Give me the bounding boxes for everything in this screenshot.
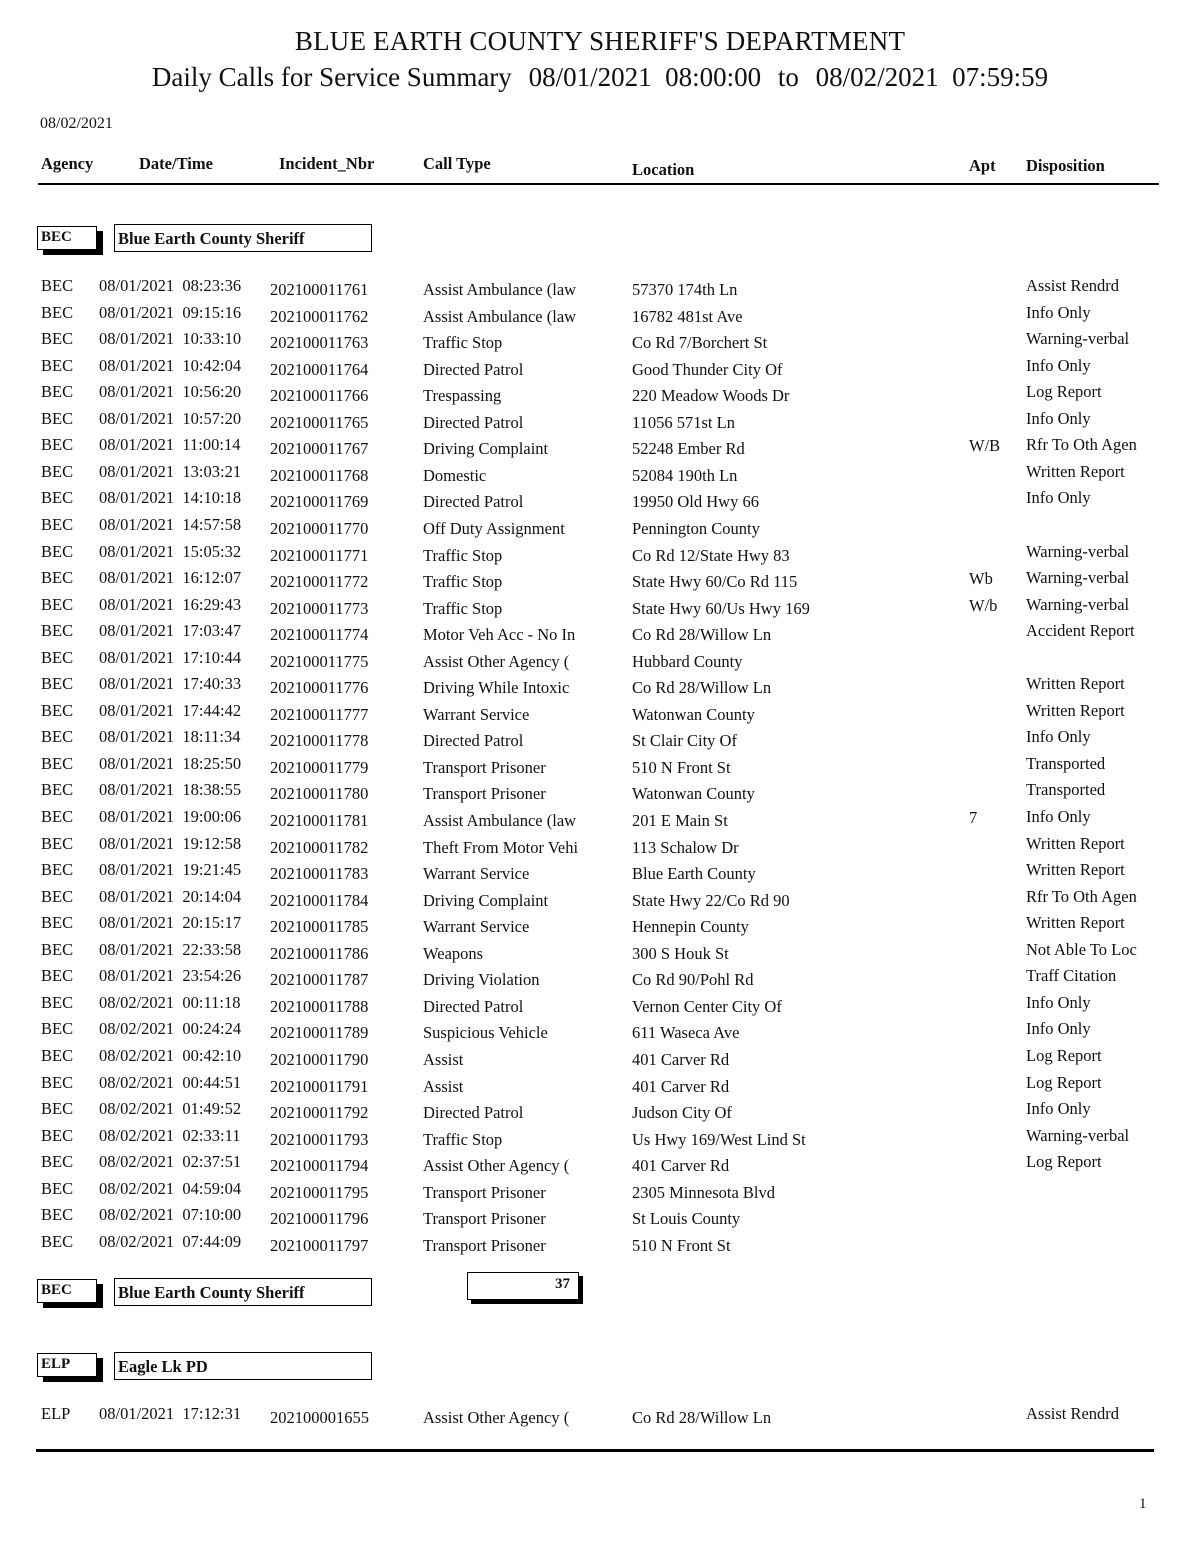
- row-disposition: Log Report: [1026, 382, 1102, 402]
- table-row: [0, 1152, 1200, 1176]
- row-apt: W/B: [969, 436, 1001, 456]
- row-location: Us Hwy 169/West Lind St: [632, 1129, 806, 1149]
- row-location: 611 Waseca Ave: [632, 1023, 740, 1043]
- row-apt: Wb: [969, 569, 993, 589]
- row-apt: W/b: [969, 595, 998, 615]
- row-agency: BEC: [41, 833, 74, 853]
- table-row: [0, 1126, 1200, 1150]
- row-location: 16782 481st Ave: [632, 306, 743, 326]
- row-datetime: 08/01/2021 14:57:58: [99, 514, 242, 534]
- table-row: [0, 1232, 1200, 1256]
- row-location: 113 Schalow Dr: [632, 837, 739, 857]
- row-location: Hennepin County: [632, 917, 749, 937]
- row-incident: 202100011765: [270, 412, 369, 432]
- row-incident: 202100011783: [270, 864, 369, 884]
- row-datetime: 08/01/2021 15:05:32: [99, 541, 242, 561]
- table-row: [0, 940, 1200, 964]
- row-location: St Clair City Of: [632, 731, 737, 751]
- row-location: State Hwy 60/Co Rd 115: [632, 572, 798, 592]
- row-incident: 202100011769: [270, 492, 369, 512]
- row-agency: BEC: [41, 568, 74, 588]
- table-row: [0, 515, 1200, 539]
- row-incident: 202100011788: [270, 996, 369, 1016]
- row-agency: BEC: [41, 1125, 74, 1145]
- row-disposition: Written Report: [1026, 860, 1125, 880]
- row-call-type: Directed Patrol: [423, 731, 524, 751]
- row-incident: 202100011773: [270, 598, 369, 618]
- row-call-type: Assist Ambulance (law: [423, 306, 577, 326]
- row-disposition: Written Report: [1026, 833, 1125, 853]
- row-location: St Louis County: [632, 1209, 741, 1229]
- column-header-disposition: Disposition: [1026, 156, 1105, 175]
- row-disposition: Assist Rendrd: [1026, 276, 1120, 295]
- table-row: [0, 382, 1200, 406]
- row-datetime: 08/01/2021 10:57:20: [99, 408, 242, 428]
- row-incident: 202100011766: [270, 386, 369, 406]
- row-location: Co Rd 28/Willow Ln: [632, 678, 772, 698]
- row-call-type: Driving Complaint: [423, 890, 549, 910]
- row-disposition: Log Report: [1026, 1152, 1102, 1172]
- row-datetime: 08/01/2021 16:29:43: [99, 594, 242, 614]
- row-location: 2305 Minnesota Blvd: [632, 1182, 775, 1202]
- row-location: 401 Carver Rd: [632, 1049, 730, 1069]
- row-datetime: 08/01/2021 08:23:36: [99, 276, 242, 295]
- row-agency: BEC: [41, 992, 74, 1012]
- row-incident: 202100011772: [270, 572, 369, 592]
- row-agency: BEC: [41, 860, 74, 880]
- table-row: [0, 807, 1200, 831]
- row-disposition: Transported: [1026, 780, 1106, 800]
- row-call-type: Directed Patrol: [423, 996, 524, 1016]
- row-disposition: Info Only: [1026, 302, 1091, 322]
- row-location: 52084 190th Ln: [632, 465, 738, 485]
- bottom-rule: [36, 1449, 1154, 1452]
- row-incident: 202100011762: [270, 306, 369, 326]
- range-start: 08/01/2021 08:00:00: [528, 62, 762, 92]
- row-agency: BEC: [41, 886, 74, 906]
- row-incident: 202100011787: [270, 970, 369, 990]
- table-row: [0, 409, 1200, 433]
- row-call-type: Assist Other Agency (: [423, 1156, 570, 1176]
- column-header-datetime: Date/Time: [139, 154, 213, 173]
- row-datetime: 08/01/2021 17:03:47: [99, 621, 242, 641]
- row-call-type: Transport Prisoner: [423, 1235, 546, 1255]
- row-incident: 202100011778: [270, 731, 369, 751]
- group-total-count: 37: [467, 1272, 579, 1300]
- row-agency: BEC: [41, 408, 74, 428]
- row-location: 510 N Front St: [632, 757, 731, 777]
- row-disposition: Warning-verbal: [1026, 1125, 1130, 1145]
- table-row: [0, 1099, 1200, 1123]
- row-agency: ELP: [41, 1404, 71, 1423]
- row-agency: BEC: [41, 355, 74, 375]
- row-datetime: 08/02/2021 07:44:09: [99, 1231, 242, 1251]
- row-datetime: 08/02/2021 00:44:51: [99, 1072, 242, 1092]
- row-call-type: Directed Patrol: [423, 412, 524, 432]
- row-agency: BEC: [41, 753, 74, 773]
- row-call-type: Warrant Service: [423, 864, 530, 884]
- group-footer-name-box: Blue Earth County Sheriff: [114, 1278, 372, 1306]
- row-datetime: 08/02/2021 00:24:24: [99, 1019, 242, 1039]
- row-incident: 202100011771: [270, 545, 369, 565]
- row-agency: BEC: [41, 1231, 74, 1251]
- row-location: State Hwy 22/Co Rd 90: [632, 890, 790, 910]
- row-incident: 202100011793: [270, 1129, 369, 1149]
- row-incident: 202100011779: [270, 757, 369, 777]
- row-datetime: 08/01/2021 10:42:04: [99, 355, 242, 375]
- row-location: Co Rd 28/Willow Ln: [632, 625, 772, 645]
- row-disposition: Info Only: [1026, 355, 1091, 375]
- row-call-type: Traffic Stop: [423, 572, 503, 592]
- row-disposition: Warning-verbal: [1026, 568, 1130, 588]
- table-row: [0, 674, 1200, 698]
- table-row: [0, 542, 1200, 566]
- row-agency: BEC: [41, 674, 74, 694]
- table-row: [0, 701, 1200, 725]
- row-call-type: Weapons: [423, 943, 484, 963]
- row-call-type: Traffic Stop: [423, 598, 503, 618]
- row-disposition: Info Only: [1026, 408, 1091, 428]
- row-disposition: Info Only: [1026, 1099, 1091, 1119]
- row-call-type: Traffic Stop: [423, 545, 503, 565]
- row-disposition: Warning-verbal: [1026, 329, 1130, 349]
- row-disposition: Info Only: [1026, 807, 1091, 826]
- range-to: to: [777, 62, 799, 92]
- row-location: 220 Meadow Woods Dr: [632, 386, 790, 406]
- row-datetime: 08/02/2021 02:37:51: [99, 1152, 242, 1172]
- row-location: Co Rd 90/Pohl Rd: [632, 970, 754, 990]
- row-incident: 202100011792: [270, 1103, 369, 1123]
- row-agency: BEC: [41, 1178, 74, 1198]
- row-call-type: Assist: [423, 1076, 464, 1096]
- table-row: [0, 1046, 1200, 1070]
- group-footer-code-box: BEC: [37, 1279, 97, 1303]
- row-datetime: 08/01/2021 09:15:16: [99, 302, 242, 322]
- row-incident: 202100011763: [270, 333, 369, 353]
- row-incident: 202100011782: [270, 837, 369, 857]
- column-header-agency: Agency: [41, 154, 94, 173]
- row-call-type: Warrant Service: [423, 917, 530, 937]
- row-call-type: Transport Prisoner: [423, 757, 546, 777]
- row-agency: BEC: [41, 780, 74, 800]
- table-row: [0, 648, 1200, 672]
- row-location: 300 S Houk St: [632, 943, 729, 963]
- row-call-type: Assist Other Agency (: [423, 651, 570, 671]
- row-call-type: Directed Patrol: [423, 359, 524, 379]
- row-location: 52248 Ember Rd: [632, 439, 745, 459]
- row-agency: BEC: [41, 966, 74, 986]
- row-incident: 202100011784: [270, 890, 369, 910]
- row-datetime: 08/01/2021 19:12:58: [99, 833, 242, 853]
- row-agency: BEC: [41, 461, 74, 481]
- group-code-box: ELP: [37, 1353, 97, 1377]
- row-location: Blue Earth County: [632, 864, 756, 884]
- row-datetime: 08/01/2021 18:25:50: [99, 753, 242, 773]
- row-call-type: Warrant Service: [423, 704, 530, 724]
- row-agency: BEC: [41, 1099, 74, 1119]
- table-row: [0, 435, 1200, 459]
- row-call-type: Assist Ambulance (law: [423, 280, 577, 299]
- row-incident: 202100011775: [270, 651, 369, 671]
- row-datetime: 08/02/2021 01:49:52: [99, 1099, 242, 1119]
- row-disposition: Log Report: [1026, 1045, 1102, 1065]
- row-apt: 7: [969, 808, 978, 827]
- row-disposition: Transported: [1026, 753, 1106, 773]
- row-disposition: Written Report: [1026, 700, 1125, 720]
- row-disposition: Warning-verbal: [1026, 594, 1130, 614]
- row-datetime: 08/02/2021 00:42:10: [99, 1045, 242, 1065]
- row-incident: 202100011790: [270, 1049, 369, 1069]
- row-incident: 202100011774: [270, 625, 369, 645]
- subtitle-label: Daily Calls for Service Summary: [151, 62, 512, 92]
- row-call-type: Driving While Intoxic: [423, 678, 570, 698]
- row-incident: 202100011786: [270, 943, 369, 963]
- row-disposition: Not Able To Loc: [1026, 939, 1137, 959]
- row-agency: BEC: [41, 1045, 74, 1065]
- row-datetime: 08/01/2021 10:33:10: [99, 329, 242, 349]
- row-datetime: 08/01/2021 17:40:33: [99, 674, 242, 694]
- row-call-type: Assist Other Agency (: [423, 1408, 570, 1427]
- row-incident: 202100011795: [270, 1182, 369, 1202]
- row-location: Watonwan County: [632, 704, 755, 724]
- row-datetime: 08/01/2021 19:00:06: [99, 807, 242, 826]
- row-datetime: 08/01/2021 14:10:18: [99, 488, 242, 508]
- row-location: Co Rd 28/Willow Ln: [632, 1408, 772, 1427]
- row-agency: BEC: [41, 1152, 74, 1172]
- table-row: [0, 913, 1200, 937]
- row-datetime: 08/01/2021 20:15:17: [99, 913, 242, 933]
- row-incident: 202100011785: [270, 917, 369, 937]
- column-header-location: Location: [632, 160, 695, 179]
- row-incident: 202100011794: [270, 1156, 369, 1176]
- row-agency: BEC: [41, 514, 74, 534]
- row-datetime: 08/01/2021 13:03:21: [99, 461, 242, 481]
- row-agency: BEC: [41, 939, 74, 959]
- row-incident: 202100011768: [270, 465, 369, 485]
- row-location: Judson City Of: [632, 1103, 732, 1123]
- row-agency: BEC: [41, 488, 74, 508]
- row-agency: BEC: [41, 1072, 74, 1092]
- row-call-type: Driving Complaint: [423, 439, 549, 459]
- table-row: [0, 834, 1200, 858]
- row-datetime: 08/01/2021 20:14:04: [99, 886, 242, 906]
- row-location: 57370 174th Ln: [632, 280, 738, 299]
- column-header-call-type: Call Type: [423, 154, 491, 173]
- row-datetime: 08/02/2021 07:10:00: [99, 1205, 242, 1225]
- row-incident: 202100011764: [270, 359, 369, 379]
- table-row: [0, 1205, 1200, 1229]
- row-datetime: 08/02/2021 02:33:11: [99, 1125, 241, 1145]
- row-disposition: Traff Citation: [1026, 966, 1117, 986]
- table-row: [0, 303, 1200, 327]
- group-name-box: Eagle Lk PD: [114, 1352, 372, 1380]
- row-call-type: Theft From Motor Vehi: [423, 837, 579, 857]
- table-row: [0, 966, 1200, 990]
- row-agency: BEC: [41, 727, 74, 747]
- row-location: 401 Carver Rd: [632, 1156, 730, 1176]
- header-rule: [38, 183, 1159, 185]
- table-row: [0, 1179, 1200, 1203]
- table-row: [0, 1073, 1200, 1097]
- row-agency: BEC: [41, 382, 74, 402]
- row-disposition: Rfr To Oth Agen: [1026, 435, 1137, 455]
- row-location: Watonwan County: [632, 784, 755, 804]
- row-call-type: Transport Prisoner: [423, 1182, 546, 1202]
- table-row: [0, 568, 1200, 592]
- column-header-apt: Apt: [969, 156, 996, 175]
- table-row: [0, 860, 1200, 884]
- row-call-type: Motor Veh Acc - No In: [423, 625, 576, 645]
- range-end: 08/02/2021 07:59:59: [815, 62, 1049, 92]
- row-incident: 202100011776: [270, 678, 369, 698]
- row-location: Co Rd 12/State Hwy 83: [632, 545, 790, 565]
- print-date: 08/02/2021: [40, 115, 113, 132]
- row-incident: 202100011780: [270, 784, 369, 804]
- row-datetime: 08/01/2021 16:12:07: [99, 568, 242, 588]
- row-call-type: Assist Ambulance (law: [423, 811, 577, 830]
- row-location: Co Rd 7/Borchert St: [632, 333, 768, 353]
- table-row: [0, 727, 1200, 751]
- row-disposition: Warning-verbal: [1026, 541, 1130, 561]
- row-disposition: Written Report: [1026, 913, 1125, 933]
- table-row: [0, 1404, 1200, 1428]
- row-agency: BEC: [41, 913, 74, 933]
- row-call-type: Traffic Stop: [423, 1129, 503, 1149]
- row-location: 401 Carver Rd: [632, 1076, 730, 1096]
- row-call-type: Assist: [423, 1049, 464, 1069]
- row-call-type: Trespassing: [423, 386, 502, 406]
- row-datetime: 08/01/2021 19:21:45: [99, 860, 242, 880]
- row-agency: BEC: [41, 302, 74, 322]
- row-location: Good Thunder City Of: [632, 359, 783, 379]
- row-incident: 202100011797: [270, 1235, 369, 1255]
- row-disposition: Log Report: [1026, 1072, 1102, 1092]
- table-row: [0, 780, 1200, 804]
- table-row: [0, 887, 1200, 911]
- row-call-type: Driving Violation: [423, 970, 540, 990]
- report-title: BLUE EARTH COUNTY SHERIFF'S DEPARTMENT: [294, 26, 906, 56]
- row-call-type: Transport Prisoner: [423, 1209, 546, 1229]
- row-incident: 202100011761: [270, 280, 369, 299]
- row-datetime: 08/01/2021 18:11:34: [99, 727, 241, 747]
- row-datetime: 08/01/2021 17:10:44: [99, 647, 242, 667]
- row-incident: 202100011767: [270, 439, 369, 459]
- table-row: [0, 993, 1200, 1017]
- row-call-type: Transport Prisoner: [423, 784, 546, 804]
- row-call-type: Directed Patrol: [423, 1103, 524, 1123]
- row-disposition: Written Report: [1026, 461, 1125, 481]
- row-datetime: 08/01/2021 22:33:58: [99, 939, 242, 959]
- row-disposition: Info Only: [1026, 488, 1091, 508]
- row-agency: BEC: [41, 647, 74, 667]
- row-datetime: 08/01/2021 17:12:31: [99, 1404, 242, 1423]
- row-disposition: Accident Report: [1026, 621, 1135, 641]
- row-incident: 202100011777: [270, 704, 369, 724]
- row-call-type: Off Duty Assignment: [423, 518, 565, 538]
- row-agency: BEC: [41, 276, 74, 295]
- table-row: [0, 329, 1200, 353]
- row-incident: 202100011770: [270, 518, 369, 538]
- row-disposition: Rfr To Oth Agen: [1026, 886, 1137, 906]
- row-datetime: 08/02/2021 00:11:18: [99, 992, 241, 1012]
- row-disposition: Written Report: [1026, 674, 1125, 694]
- table-row: [0, 754, 1200, 778]
- page-number: 1: [1139, 1496, 1147, 1512]
- table-row: [0, 1019, 1200, 1043]
- table-row: [0, 462, 1200, 486]
- row-datetime: 08/01/2021 10:56:20: [99, 382, 242, 402]
- group-name-box: Blue Earth County Sheriff: [114, 224, 372, 252]
- row-call-type: Traffic Stop: [423, 333, 503, 353]
- row-call-type: Suspicious Vehicle: [423, 1023, 548, 1043]
- row-agency: BEC: [41, 621, 74, 641]
- row-agency: BEC: [41, 329, 74, 349]
- report-subtitle: [0, 62, 1200, 93]
- row-incident: 202100011796: [270, 1209, 369, 1229]
- row-datetime: 08/01/2021 18:38:55: [99, 780, 242, 800]
- row-disposition: Info Only: [1026, 1019, 1091, 1039]
- table-row: [0, 488, 1200, 512]
- row-location: 201 E Main St: [632, 811, 728, 830]
- row-datetime: 08/01/2021 23:54:26: [99, 966, 242, 986]
- row-location: Vernon Center City Of: [632, 996, 782, 1016]
- row-incident: 202100011789: [270, 1023, 369, 1043]
- table-row: [0, 595, 1200, 619]
- row-datetime: 08/01/2021 11:00:14: [99, 435, 241, 455]
- row-location: 11056 571st Ln: [632, 412, 735, 432]
- row-agency: BEC: [41, 594, 74, 614]
- row-agency: BEC: [41, 1205, 74, 1225]
- row-disposition: Assist Rendrd: [1026, 1404, 1120, 1423]
- row-incident: 202100011791: [270, 1076, 369, 1096]
- row-agency: BEC: [41, 435, 74, 455]
- row-location: Hubbard County: [632, 651, 743, 671]
- row-agency: BEC: [41, 807, 74, 826]
- row-disposition: Info Only: [1026, 992, 1091, 1012]
- row-datetime: 08/01/2021 17:44:42: [99, 700, 242, 720]
- row-agency: BEC: [41, 1019, 74, 1039]
- row-location: 510 N Front St: [632, 1235, 731, 1255]
- column-header-incident: Incident_Nbr: [279, 154, 375, 173]
- table-row: [0, 276, 1200, 300]
- table-row: [0, 621, 1200, 645]
- row-disposition: Info Only: [1026, 727, 1091, 747]
- row-location: Pennington County: [632, 518, 760, 538]
- row-datetime: 08/02/2021 04:59:04: [99, 1178, 242, 1198]
- group-code-box: BEC: [37, 226, 97, 250]
- row-incident: 202100011781: [270, 811, 369, 830]
- row-call-type: Directed Patrol: [423, 492, 524, 512]
- row-incident: 202100001655: [270, 1408, 369, 1427]
- row-call-type: Domestic: [423, 465, 487, 485]
- row-agency: BEC: [41, 541, 74, 561]
- row-location: State Hwy 60/Us Hwy 169: [632, 598, 810, 618]
- table-row: [0, 356, 1200, 380]
- row-location: 19950 Old Hwy 66: [632, 492, 759, 512]
- row-agency: BEC: [41, 700, 74, 720]
